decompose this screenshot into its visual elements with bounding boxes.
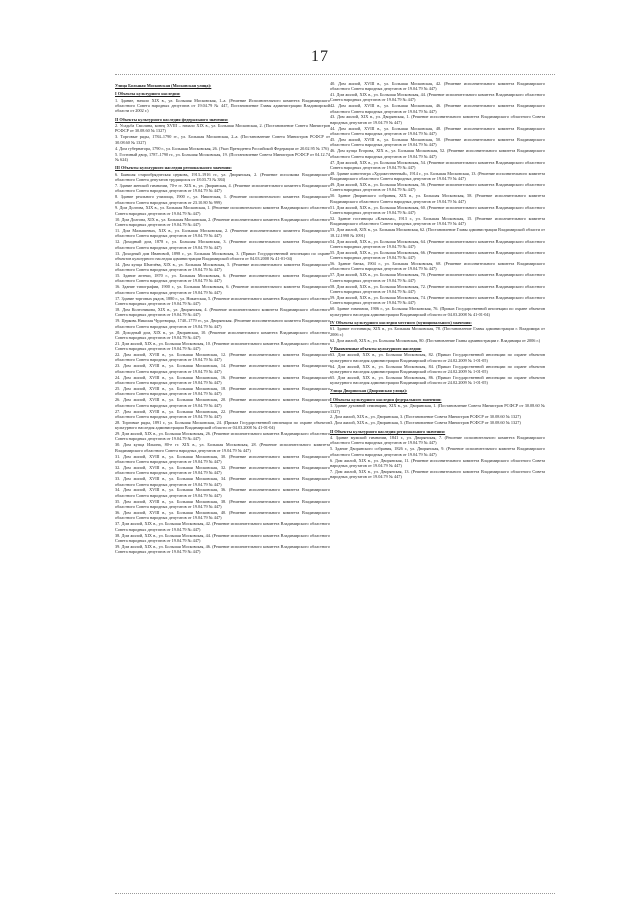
list-item: 39. Дом жилой, XIX в., ул. Большая Московская, 46. (Решение исполнительного комитета Владимирского областного Совета народных депутатов от 19.04.79 № 447) bbox=[115, 543, 330, 555]
list-item: 51. Дом жилой, XIX в., ул. Большая Московская, 60. (Решение исполнительного комитета Владимирского областного Совета народных депутатов от 19.04.79 № 447) bbox=[330, 204, 545, 216]
list-item: 31. Дом жилой, XVIII в., ул. Большая Московская, 30. (Решение исполнительного комитета Владимирского областного Совета народных депутатов от 19.04.79 № 447) bbox=[115, 453, 330, 464]
category-subheading: V Выявленные объекты культурного наследия: bbox=[330, 345, 422, 351]
category-subheading: IV Объекты культурного наследия местного (муниципального) значения: bbox=[330, 319, 472, 325]
list-item: 59. Дом жилой, XIX в., ул. Большая Московская, 74. (Решение исполнительного комитета Владимирского областного Совета народных депутатов от 19.04.79 № 447) bbox=[330, 294, 545, 306]
left-column bbox=[115, 80, 330, 890]
list-item: 11. Дом Малышевых, XIX в., ул. Большая Московская, 2. (Решение исполнительного комитета Владимирского областного Совета народных депутатов от 19.04.79 № 447) bbox=[115, 228, 330, 239]
list-item: 1. Здание, начало XIX в., ул. Большая Московская, 1–а. (Решение Исполнительного комитета Владимирского областного Совета народных депутатов от 19.04.79 № 447, Постановление Главы администрации Владимирской области от 2002 г.) bbox=[115, 97, 330, 114]
list-item: 24. Дом жилой, XVIII в., ул. Большая Московская, 16. (Решение исполнительного комитета Владимирского областного Совета народных депутатов от 19.04.79 № 447) bbox=[115, 374, 330, 385]
list-item: 57. Дом жилой, XIX в., ул. Большая Московская, 70. (Решение исполнительного комитета Владимирского областного Совета народных депутатов от 19.04.79 № 447) bbox=[330, 272, 545, 283]
list-item: 29. Дом жилой, XIX в., ул. Большая Московская, 26. (Решение исполнительного комитета Владимирского областного Совета народных депутатов от 19.04.79 № 447) bbox=[115, 431, 330, 442]
list-item: 15. Здание аптеки, 1870 г., ул. Большая Московская, 6. (Решение исполнительного комитета Владимирского областного Совета народных депутатов от 19.04.79 № 447) bbox=[115, 273, 330, 284]
list-item: 54. Дом жилой, XIX в., ул. Большая Московская, 64. (Решение исполнительного комитета Владимирского областного Совета народных депутатов от 19.04.79 № 447) bbox=[330, 238, 545, 249]
list-item: 64. Дом жилой, XIX в., ул. Большая Московская, 84. (Приказ Государственной инспекции по охране объектов культурного наследия администрации Владимирской области от 24.02.2009 № 1-01-05) bbox=[330, 363, 545, 374]
list-item: 61. Здание гостиницы, XIX в., ул. Большая Московская, 78. (Постановление Главы администрации г. Владимира от 2006 г.) bbox=[330, 326, 545, 337]
list-item: 49. Дом жилой, XIX в., ул. Большая Московская, 56. (Решение исполнительного комитета Владимирского областного Совета народных депутатов от 19.04.79 № 447) bbox=[330, 182, 545, 193]
list-item: 23. Дом жилой, XVIII в., ул. Большая Московская, 14. (Решение исполнительного комитета Владимирского областного Совета народных депутатов от 19.04.79 № 447) bbox=[115, 363, 330, 374]
list-item: 25. Дом жилой, XVIII в., ул. Большая Московская, 18. (Решение исполнительного комитета Владимирского областного Совета народных депутатов от 19.04.79 № 447) bbox=[115, 385, 330, 397]
list-item: 8. Здание реального училища, 1900 г., ул. Никитская, 1. (Решение исполнительного комитета Владимирского областного Совета народных депутатов от 23.10.80 № 999) bbox=[115, 194, 330, 205]
list-item: 2. Дом жилой, XIX в., ул. Дворянская, 3. (Постановление Совета Министров РСФСР от 30.08.60 № 1327) bbox=[330, 414, 521, 420]
list-item: 55. Дом жилой, XIX в., ул. Большая Московская, 66. (Решение исполнительного комитета Владимирского областного Совета народных депутатов от 19.04.79 № 447) bbox=[330, 249, 545, 261]
list-item: 60. Здание гимназии, 1906 г., ул. Большая Московская, 76. (Приказ Государственной инспекции по охране объектов культурного наследия администрации Владимирской области от 04.03.2008 № 41-01-04) bbox=[330, 306, 545, 317]
list-item: 1. Здание духовной семинарии, XIX в., ул. Дворянская, 1. (Постановление Совета Министров РСФСР от 30.08.60 № 1327) bbox=[330, 403, 545, 414]
list-item: 36. Дом жилой, XVIII в., ул. Большая Московская, 40. (Решение исполнительного комитета Владимирского областного Совета народных депутатов от 19.04.79 № 447) bbox=[115, 510, 330, 521]
list-item: 22. Дом жилой, XVIII в., ул. Большая Московская, 12. (Решение исполнительного комитета Владимирского областного Совета народных депутатов от 19.04.79 № 447) bbox=[115, 352, 330, 363]
list-item: 50. Здание Дворянского собрания, XIX в., ул. Большая Московская, 58. (Решение исполнительного комитета Владимирского областного Совета народных депутатов от 19.04.79 № 447) bbox=[330, 193, 545, 204]
list-item: 53. Дом жилой, XIX в., ул. Большая Московская, 62. (Постановление Главы администрации Владимирской области от 18.12.1998 № 1091) bbox=[330, 227, 545, 238]
list-item: 7. Дом жилой, XIX в., ул. Дворянская, 13. (Решение исполнительного комитета Владимирского областного Совета народных депутатов от 19.04.79 № 447) bbox=[330, 468, 545, 480]
list-item: 46. Дом купца Егорова, XIX в., ул. Большая Московская, 52. (Решение исполнительного комитета Владимирского областного Совета народных депутатов от 19.04.79 № 447) bbox=[330, 148, 545, 159]
list-item: 10. Дом Долгова, XIX в., ул. Большая Московская, 2. (Решение исполнительного комитета Владимирского областного Совета народных депутатов от 19.04.79 № 447) bbox=[115, 216, 330, 228]
list-item: 35. Дом жилой, XVIII в., ул. Большая Московская, 38. (Решение исполнительного комитета Владимирского областного Совета народных депутатов от 19.04.79 № 447) bbox=[115, 498, 330, 510]
list-item: 41. Дом жилой, XIX в., ул. Большая Московская, 44. (Решение исполнительного комитета Владимирского областного Совета народных депутатов от 19.04.79 № 447) bbox=[330, 91, 545, 103]
list-item: 4. Здание мужской гимназии, 1841 г., ул. Дворянская, 7. (Решение исполнительного комитета Владимирского областного Совета народных депутатов от 19.04.79 № 447) bbox=[330, 435, 545, 446]
category-subheading: II Объекты культурного наследия федерального значения: bbox=[115, 116, 229, 122]
list-item: 30. Дом купца Ильина, 80-е гг. XIX в., ул. Большая Московская, 28. (Решение исполнительного комитета Владимирского областного Совета народных депутатов от 19.04.79 № 447) bbox=[115, 442, 330, 453]
list-item: 2. Усадьба Смолина, конец XVIII – начало XIX в., ул. Большая Московская, 2. (Постановление Совета Министров РСФСР от 30.08.60 № 1327) bbox=[115, 123, 330, 134]
list-item: 5. Гостиный двор, 1787–1790 гг., ул. Большая Московская, 19. (Постановление Совета Министров РСФСР от 04.12.74 № 624) bbox=[115, 151, 330, 162]
list-item: 20. Доходный дом, XIX в., ул. Дворянская, 10. (Решение исполнительного комитета Владимирского областного Совета народных депутатов от 19.04.79 № 447) bbox=[115, 329, 330, 340]
list-item: 37. Дом жилой, XIX в., ул. Большая Московская, 42. (Решение исполнительного комитета Владимирского областного Совета народных депутатов от 19.04.79 № 447) bbox=[115, 521, 330, 532]
list-item: 13. Доходный дом Ивановой, 1898 г., ул. Большая Московская, 3. (Приказ Государственной инспекции по охране объектов культурного наследия администрации Владимирской области от 04.03.2008 № 41-01-04) bbox=[115, 250, 330, 261]
list-item: 16. Здание типографии, 1900 г., ул. Большая Московская, 6. (Решение исполнительного комитета Владимирского областного Совета народных депутатов от 19.04.79 № 447) bbox=[115, 284, 330, 295]
list-item: 44. Дом жилой, XVIII в., ул. Большая Московская, 48. (Решение исполнительного комитета Владимирского областного Совета народных депутатов от 19.04.79 № 447) bbox=[330, 125, 545, 137]
category-subheading: II Объекты культурного наследия регионального значения: bbox=[330, 428, 446, 434]
list-item: 6. Бывшая старообрядческая церковь, 1913–1916 гг., ул. Дворянская, 2. (Решение исполкома Владимирского областного Совета депутатов трудящихся от 18.03.73 № 384) bbox=[115, 171, 330, 182]
list-item: 3. Торговые ряды, 1784–1790 гг., ул. Большая Московская, 2–а. (Постановление Совета Министров РСФСР от 30.08.60 № 1327) bbox=[115, 134, 330, 145]
list-item: 45. Дом жилой, XVIII в., ул. Большая Московская, 50. (Решение исполнительного комитета Владимирского областного Совета народных депутатов от 19.04.79 № 447) bbox=[330, 137, 545, 148]
list-item: 18. Дом Колесникова, XIX в., ул. Дворянская, 4. (Решение исполнительного комитета Владимирского областного Совета народных депутатов от 19.04.79 № 447) bbox=[115, 306, 330, 318]
list-item: 52. Здание гостиницы «Клязьма», 1913 г., ул. Большая Московская, 15. (Решение исполнительного комитета Владимирского областного Совета народных депутатов от 19.04.79 № 447) bbox=[330, 215, 545, 227]
list-item: 26. Дом жилой, XVIII в., ул. Большая Московская, 20. (Решение исполнительного комитета Владимирского областного Совета народных депутатов от 19.04.79 № 447) bbox=[115, 397, 330, 408]
list-item: 32. Дом жилой, XVIII в., ул. Большая Московская, 32. (Решение исполнительного комитета Владимирского областного Совета народных депутатов от 19.04.79 № 447) bbox=[115, 464, 330, 476]
list-item: 58. Дом жилой, XIX в., ул. Большая Московская, 72. (Решение исполнительного комитета Владимирского областного Совета народных депутатов от 19.04.79 № 447) bbox=[330, 283, 545, 294]
footer-rule bbox=[115, 893, 555, 894]
section-heading: Улица Дворянская (Дворянская улица): bbox=[330, 388, 408, 394]
section-heading: Улица Большая Московская (Московская улица): bbox=[115, 83, 212, 88]
list-item: 3. Дом жилой, XIX в., ул. Дворянская, 5. (Постановление Совета Министров РСФСР от 30.08.60 № 1327) bbox=[330, 420, 521, 426]
list-item: 4. Дом губернатора, 1790 г., ул. Большая Московская, 26. (Указ Президента Российской Федерации от 20.02.95 № 176) bbox=[115, 145, 329, 151]
list-item: 21. Дом жилой, XIX в., ул. Большая Московская, 10. (Решение исполнительного комитета Владимирского областного Совета народных депутатов от 19.04.79 № 447) bbox=[115, 340, 330, 352]
list-item: 40. Дом жилой, XVIII в., ул. Большая Московская, 42. (Решение исполнительного комитета Владимирского областного Совета народных депутатов от 19.04.79 № 447) bbox=[330, 80, 545, 91]
list-item: 33. Дом жилой, XVIII в., ул. Большая Московская, 34. (Решение исполнительного комитета Владимирского областного Совета народных депутатов от 19.04.79 № 447) bbox=[115, 476, 330, 487]
list-item: 34. Дом жилой, XVIII в., ул. Большая Московская, 36. (Решение исполнительного комитета Владимирского областного Совета народных депутатов от 19.04.79 № 447) bbox=[115, 487, 330, 498]
list-item: 6. Дом жилой, XIX в., ул. Дворянская, 11. (Решение исполнительного комитета Владимирского областного Совета народных депутатов от 19.04.79 № 447) bbox=[330, 457, 545, 468]
list-item: 12. Доходный дом, 1878 г., ул. Большая Московская, 3. (Решение исполнительного комитета Владимирского областного Совета народных депутатов от 19.04.79 № 447) bbox=[115, 239, 330, 250]
list-item: 65. Дом жилой, XIX в., ул. Большая Московская, 86. (Приказ Государственной инспекции по охране объектов культурного наследия администрации Владимирской области от 24.02.2009 № 1-01-05) bbox=[330, 374, 545, 386]
category-subheading: III Объекты культурного наследия регионального значения: bbox=[115, 165, 232, 171]
list-item: 27. Дом жилой, XVIII в., ул. Большая Московская, 22. (Решение исполнительного комитета Владимирского областного Совета народных депутатов от 19.04.79 № 447) bbox=[115, 408, 330, 419]
list-item: 63. Дом жилой, XIX в., ул. Большая Московская, 82. (Приказ Государственной инспекции по охране объектов культурного наследия администрации Владимирской области от 24.02.2009 № 1-01-05) bbox=[330, 352, 545, 363]
header-rule bbox=[115, 74, 555, 75]
category-subheading: I Объекты культурного наследия: bbox=[115, 91, 181, 97]
list-item: 19. Церковь Николая Чудотворца, 1740–1779 гг., ул. Дворянская. (Решение исполнительного комитета Владимирского областного Совета народных депутатов от 19.04.79 № 447) bbox=[115, 318, 330, 329]
list-item: 14. Дом купца Шмелёва, XIX в., ул. Большая Московская, 5. (Решение исполнительного комитета Владимирского областного Совета народных депутатов от 19.04.79 № 447) bbox=[115, 261, 330, 273]
list-item: 28. Торговые ряды, 1891 г., ул. Большая Московская, 24. (Приказ Государственной инспекции по охране объектов культурного наследия администрации Владимирской области от 04.03.2008 № 41-01-04) bbox=[115, 419, 330, 431]
list-item: 9. Дом Долгова, XIX в., ул. Большая Московская, 1. (Решение исполнительного комитета Владимирского областного Совета народных депутатов от 19.04.79 № 447) bbox=[115, 205, 330, 216]
page-number: 17 bbox=[311, 48, 329, 65]
list-item: 62. Дом жилой, XIX в., ул. Большая Московская, 80. (Постановление Главы администрации г. Владимира от 2006 г.) bbox=[330, 337, 541, 343]
list-item: 48. Здание кинотеатра «Художественный», 1914 г., ул. Большая Московская, 13. (Решение исполнительного комитета Владимирского областного Совета народных депутатов от 19.04.79 № 447) bbox=[330, 170, 545, 182]
list-item: 47. Дом жилой, XIX в., ул. Большая Московская, 54. (Решение исполнительного комитета Владимирского областного Совета народных депутатов от 19.04.79 № 447) bbox=[330, 159, 545, 170]
category-subheading: I Объекты культурного наследия федерального значения: bbox=[330, 396, 442, 402]
list-item: 56. Здание банка, 1904 г., ул. Большая Московская, 68. (Решение исполнительного комитета Владимирского областного Совета народных депутатов от 19.04.79 № 447) bbox=[330, 261, 545, 272]
list-item: 42. Дом жилой, XVIII в., ул. Большая Московская, 46. (Решение исполнительного комитета Владимирского областного Совета народных депутатов от 19.04.79 № 447) bbox=[330, 103, 545, 114]
list-item: 5. Здание Дворянского собрания, 1826 г., ул. Дворянская, 9. (Решение исполнительного комитета Владимирского областного Совета народных депутатов от 19.04.79 № 447) bbox=[330, 446, 545, 457]
list-item: 43. Дом жилой, XIX в., ул. Дворянская, 1. (Решение исполнительного комитета Владимирского областного Совета народных депутатов от 19.04.79 № 447) bbox=[330, 114, 545, 125]
list-item: 7. Здание женской гимназии, 70-е гг. XIX в., ул. Дворянская, 4. (Решение исполнительного комитета Владимирского областного Совета народных депутатов от 19.04.79 № 447) bbox=[115, 182, 330, 194]
right-column bbox=[330, 80, 545, 890]
list-item: 38. Дом жилой, XIX в., ул. Большая Московская, 44. (Решение исполнительного комитета Владимирского областного Совета народных депутатов от 19.04.79 № 447) bbox=[115, 532, 330, 543]
list-item: 17. Здание торговых рядов, 1880 г., ул. Никитская, 5. (Решение исполнительного комитета Владимирского областного Совета народных депутатов от 19.04.79 № 447) bbox=[115, 295, 330, 307]
